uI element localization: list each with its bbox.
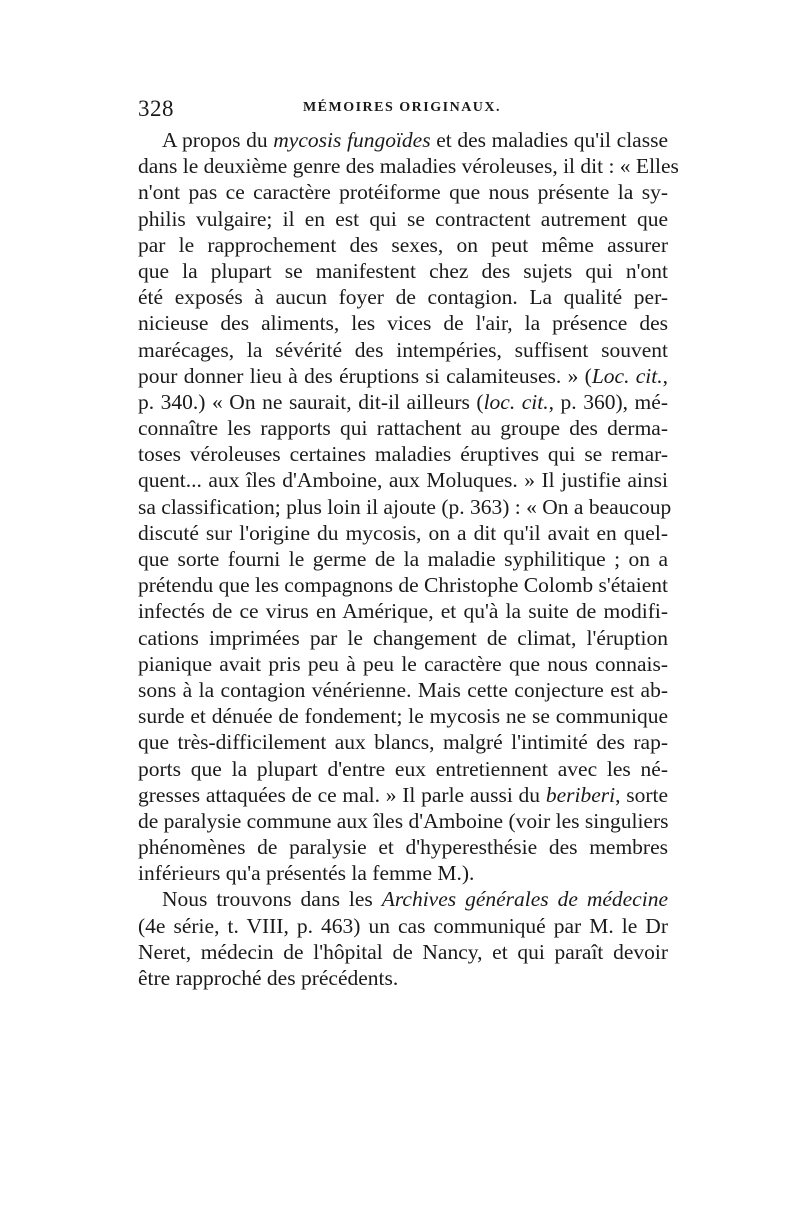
text-segment: que sorte fourni le germe de la maladie syphilitique ; on a — [138, 547, 668, 571]
text-segment: par le rapprochement des sexes, on peut même assurer — [138, 232, 668, 257]
text-line — [138, 913, 668, 939]
text-segment: prétendu que les compagnons de Christophe Colomb s'étaient — [138, 573, 668, 598]
text-line — [138, 441, 668, 467]
text-line — [138, 258, 668, 284]
body-text — [138, 127, 679, 991]
text-segment: sa classification; plus loin il ajoute (p. 363) : « On a beaucoup — [138, 494, 672, 519]
text-line — [138, 179, 668, 205]
text-segment: ports que la plupart d'entre eux entretiennent avec les né- — [138, 756, 668, 781]
text-segment: pour donner lieu à des éruptions si calamiteuses. » ( — [138, 363, 592, 388]
text-segment: sons à la contagion vénérienne. Mais cette conjecture est ab- — [138, 677, 668, 702]
text-segment: discuté sur l'origine du mycosis, on a dit qu'il avait en quel- — [138, 520, 668, 545]
text-segment: pianique avait pris peu à peu le caractère que nous connais- — [138, 651, 668, 676]
text-segment: philis vulgaire; il en est qui se contractent autrement que — [138, 206, 668, 231]
text-segment: être rapproché des précédents. — [138, 966, 399, 990]
italic-text: Archives générales de médecine — [381, 887, 668, 912]
text-segment: que très-difficilement aux blancs, malgré l'intimité des rap- — [138, 730, 668, 755]
text-line — [138, 127, 668, 153]
page-header — [138, 96, 666, 126]
text-segment: de paralysie commune aux îles d'Amboine (voir les singuliers — [138, 808, 669, 833]
running-title: MÉMOIRES ORIGINAUX. — [302, 100, 502, 115]
text-line — [138, 756, 668, 782]
page-number: 328 — [138, 96, 174, 121]
text-line — [138, 808, 668, 834]
text-line — [138, 546, 668, 572]
text-line — [138, 834, 668, 860]
text-segment: Neret, médecin de l'hôpital de Nancy, et qui paraît devoir — [138, 939, 668, 964]
italic-text: mycosis fungoïdes — [273, 128, 431, 152]
text-line — [138, 598, 668, 624]
text-line — [138, 729, 668, 755]
text-line — [138, 860, 668, 886]
text-line — [138, 677, 668, 703]
text-segment: infectés de ce virus en Amérique, et qu'à la suite de modifi- — [138, 599, 668, 624]
text-segment: , — [662, 363, 668, 388]
text-segment: Nous trouvons dans les — [162, 887, 382, 912]
italic-text: Loc. cit. — [591, 363, 663, 388]
text-segment: quent... aux îles d'Amboine, aux Moluques. » Il justifie ainsi — [138, 468, 668, 493]
text-segment: , p. 360), mé- — [548, 389, 668, 414]
text-segment: dans le deuxième genre des maladies véroleuses, il dit : « Elles — [138, 154, 679, 179]
text-segment: A propos du — [162, 128, 274, 152]
text-segment: marécages, la sévérité des intempéries, suffisent souvent — [138, 337, 668, 362]
text-segment: n'ont pas ce caractère protéiforme que nous présente la sy- — [138, 180, 668, 205]
text-line — [138, 703, 668, 729]
text-line — [138, 494, 672, 520]
text-line — [138, 939, 668, 965]
text-segment: phénomènes de paralysie et d'hyperesthésie des membres — [138, 835, 668, 860]
text-segment: et des maladies qu'il classe — [430, 128, 668, 152]
text-segment: , sorte — [615, 782, 668, 807]
text-line — [138, 651, 668, 677]
text-line — [138, 310, 668, 336]
text-line — [138, 363, 668, 389]
text-segment: toses véroleuses certaines maladies éruptives qui se remar- — [138, 442, 668, 467]
text-line — [138, 389, 668, 415]
text-line — [138, 153, 679, 179]
text-segment: (4e série, t. VIII, p. 463) un cas communiqué par M. le Dr — [138, 913, 668, 938]
italic-text: loc. cit. — [483, 389, 549, 414]
text-segment: surde et dénuée de fondement; le mycosis ne se communique — [138, 704, 668, 729]
text-line — [138, 965, 668, 991]
text-segment: nicieuse des aliments, les vices de l'air, la présence des — [138, 311, 668, 336]
text-line — [138, 520, 668, 546]
text-line — [138, 337, 668, 363]
text-line — [138, 572, 668, 598]
text-line — [138, 232, 668, 258]
text-segment: gresses attaquées de ce mal. » Il parle aussi du — [138, 782, 546, 807]
text-line — [138, 415, 668, 441]
text-line — [138, 467, 668, 493]
text-segment: que la plupart se manifestent chez des sujets qui n'ont — [138, 258, 668, 283]
text-segment: cations imprimées par le changement de climat, l'éruption — [138, 625, 668, 650]
text-segment: p. 340.) « On ne saurait, dit-il ailleurs ( — [138, 389, 484, 414]
italic-text: beriberi — [545, 782, 616, 807]
text-segment: inférieurs qu'a présentés la femme M.). — [138, 861, 475, 886]
text-line — [138, 625, 668, 651]
text-segment: connaître les rapports qui rattachent au groupe des derma- — [138, 416, 668, 441]
text-line — [138, 284, 668, 310]
text-line — [138, 206, 668, 232]
text-line — [138, 782, 668, 808]
text-segment: été exposés à aucun foyer de contagion. La qualité per- — [138, 285, 668, 310]
text-line — [138, 886, 668, 912]
